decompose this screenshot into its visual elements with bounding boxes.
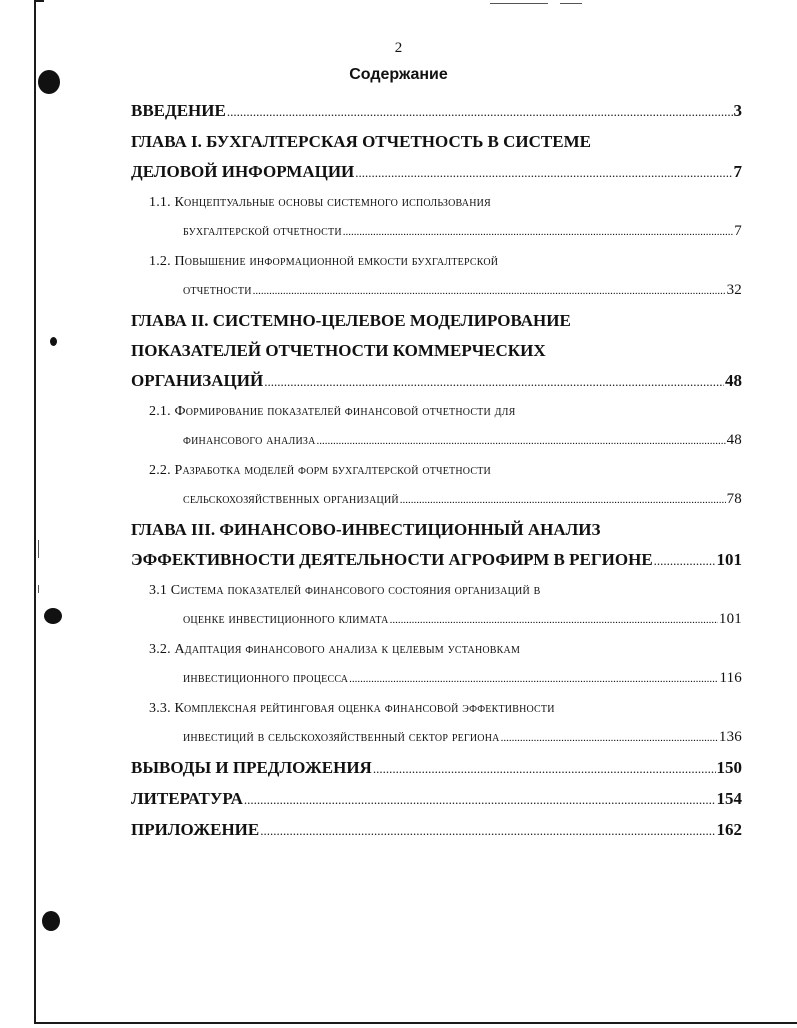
- toc-entry-intro[interactable]: [131, 96, 742, 127]
- toc-entry-title: отчетности: [183, 283, 252, 298]
- dot-leader: [343, 218, 734, 247]
- chapter-2-title-line[interactable]: ГЛАВА II. СИСТЕМНО-ЦЕЛЕВОЕ МОДЕЛИРОВАНИЕ: [131, 311, 571, 330]
- toc-page-number: 48: [726, 432, 742, 448]
- toc-page-number: 136: [718, 729, 742, 745]
- scan-top-line: [560, 3, 582, 4]
- dot-leader: [260, 816, 715, 846]
- section-1-2-title-line[interactable]: 1.2. Повышение информационной емкости бухгалтерской: [149, 254, 499, 269]
- scan-mark: [38, 540, 39, 558]
- toc-entry-section-3-1[interactable]: [131, 605, 742, 635]
- section-3-3-title-line[interactable]: 3.3. Комплексная рейтинговая оценка финансовой эффективности: [149, 701, 555, 716]
- chapter-1-title-line[interactable]: ГЛАВА I. БУХГАЛТЕРСКАЯ ОТЧЕТНОСТЬ В СИСТЕМЕ: [131, 132, 591, 151]
- toc-entry-title: бухгалтерской отчетности: [183, 224, 342, 239]
- section-1-1-title-line[interactable]: 1.1. Концептуальные основы системного использования: [149, 195, 491, 210]
- dot-leader: [349, 665, 718, 694]
- toc-entry-title: ЭФФЕКТИВНОСТИ ДЕЯТЕЛЬНОСТИ АГРОФИРМ В РЕГИОНЕ: [131, 550, 653, 569]
- toc-page-number: 150: [716, 758, 742, 777]
- page-title: Содержание: [349, 66, 448, 83]
- toc-entry-title: ЛИТЕРАТУРА: [131, 789, 243, 808]
- chapter-2-title-line[interactable]: ПОКАЗАТЕЛЕЙ ОТЧЕТНОСТИ КОММЕРЧЕСКИХ: [131, 341, 546, 360]
- toc-page-number: 162: [716, 820, 742, 839]
- toc-page-number: 32: [726, 282, 742, 298]
- toc-page-number: 7: [734, 223, 742, 239]
- dot-leader: [390, 606, 718, 635]
- scan-top-line: [490, 3, 548, 4]
- toc-entry-literature[interactable]: [131, 784, 742, 815]
- scan-edge-left: [34, 0, 36, 1024]
- scan-mark: [38, 585, 39, 593]
- toc-entry-section-2-2[interactable]: [131, 485, 742, 515]
- toc-entry-section-1-1[interactable]: [131, 217, 742, 247]
- toc-page-number: 101: [716, 550, 742, 569]
- section-3-2-title-line[interactable]: 3.2. Адаптация финансового анализа к целевым установкам: [149, 642, 521, 657]
- toc-entry-conclusions[interactable]: [131, 753, 742, 784]
- dot-leader: [501, 724, 718, 753]
- punch-hole-mark: [50, 337, 57, 346]
- chapter-3-title-line[interactable]: ГЛАВА III. ФИНАНСОВО-ИНВЕСТИЦИОННЫЙ АНАЛИЗ: [131, 520, 601, 539]
- toc-entry-section-2-1[interactable]: [131, 426, 742, 456]
- dot-leader: [253, 277, 726, 306]
- toc-entry-title: ВЫВОДЫ И ПРЕДЛОЖЕНИЯ: [131, 758, 372, 777]
- toc-page-number: 48: [725, 371, 742, 390]
- toc-entry-title: инвестиционного процесса: [183, 671, 349, 686]
- toc-entry-title: сельскохозяйственных организаций: [183, 492, 399, 507]
- section-3-1-title-line[interactable]: 3.1 Система показателей финансового состояния организаций в: [149, 583, 541, 598]
- toc-entry-title: инвестиций в сельскохозяйственный сектор региона: [183, 730, 500, 745]
- toc-entry-section-3-2[interactable]: [131, 664, 742, 694]
- table-of-contents: [131, 96, 742, 846]
- dot-leader: [227, 97, 733, 127]
- toc-entry-section-1-2[interactable]: [131, 276, 742, 306]
- dot-leader: [355, 158, 732, 188]
- punch-hole-mark: [44, 608, 62, 624]
- page-number: 2: [394, 40, 403, 56]
- toc-entry-appendix[interactable]: [131, 815, 742, 846]
- toc-entry-section-3-3[interactable]: [131, 723, 742, 753]
- toc-entry-chapter-2[interactable]: [131, 366, 742, 397]
- toc-entry-title: ВВЕДЕНИЕ: [131, 101, 226, 120]
- scan-edge-top-tick: [34, 0, 44, 2]
- dot-leader: [400, 486, 726, 515]
- toc-page-number: 101: [718, 611, 742, 627]
- toc-entry-title: финансового анализа: [183, 433, 316, 448]
- toc-page-number: 7: [733, 162, 742, 181]
- punch-hole-mark: [42, 911, 60, 931]
- scan-edge-bottom: [34, 1022, 797, 1024]
- section-2-1-title-line[interactable]: 2.1. Формирование показателей финансовой отчетности для: [149, 404, 516, 419]
- toc-page-number: 78: [726, 491, 742, 507]
- toc-entry-chapter-1[interactable]: [131, 157, 742, 188]
- section-2-2-title-line[interactable]: 2.2. Разработка моделей форм бухгалтерской отчетности: [149, 463, 491, 478]
- toc-entry-title: оценке инвестиционного климата: [183, 612, 389, 627]
- dot-leader: [317, 427, 726, 456]
- toc-page-number: 116: [719, 670, 742, 686]
- toc-page-number: 154: [716, 789, 742, 808]
- toc-entry-title: ПРИЛОЖЕНИЕ: [131, 820, 260, 839]
- dot-leader: [264, 367, 724, 397]
- dot-leader: [654, 546, 716, 576]
- dot-leader: [373, 754, 716, 784]
- toc-entry-chapter-3[interactable]: [131, 545, 742, 576]
- toc-entry-title: ДЕЛОВОЙ ИНФОРМАЦИИ: [131, 162, 355, 181]
- toc-entry-title: ОРГАНИЗАЦИЙ: [131, 371, 264, 390]
- dot-leader: [244, 785, 716, 815]
- toc-page-number: 3: [733, 101, 742, 120]
